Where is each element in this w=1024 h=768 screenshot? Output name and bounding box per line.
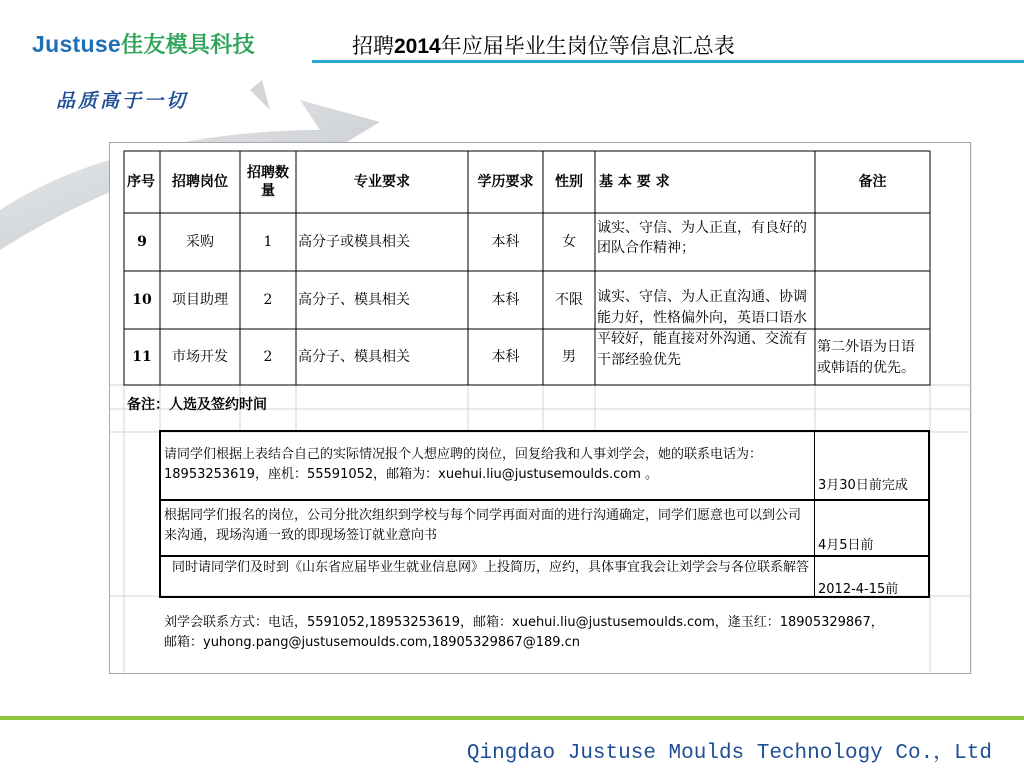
spreadsheet [109,142,971,674]
row-seq: 10 [132,292,152,308]
row-remarks [817,272,928,328]
footer-divider [0,716,1024,720]
row-gender: 不限 [555,292,583,308]
row-requirements: 诚实、守信、为人正直沟通、协调能力好，性格偏外向，英语口语水平较好，能直接对外沟通、交流有干部经验优先 [597,289,807,368]
schedule-item-deadline: 3月30日前完成 [818,478,908,493]
row-gender: 男 [562,349,576,365]
contact-info: 刘学会联系方式：电话，5591052,18953253619，邮箱：xuehui.liu@justusemoulds.com，逄玉红：18905329867，邮箱：yuhong.pang@justusemoulds.com,18905329867@189.cn [164,615,884,650]
note-title: 备注：人选及签约时间 [127,397,267,413]
col-header-requirements: 基 本 要 求 [599,174,670,190]
row-position: 项目助理 [172,292,228,308]
schedule-item-deadline: 2012-4-15前 [818,582,899,597]
col-header-seq: 序号 [127,174,155,190]
row-seq: 11 [132,349,152,365]
col-header-gender: 性别 [555,174,583,190]
schedule-item-text: 根据同学们报名的岗位，公司分批次组织到学校与每个同学再面对面的进行沟通确定，同学们愿意也可以到公司来沟通，现场沟通一致的即现场签订就业意向书 [164,508,802,543]
col-header-remarks: 备注 [858,174,887,190]
row-remarks [817,214,928,270]
row-remarks: 第二外语为日语或韩语的优先。 [817,339,915,376]
row-gender: 女 [562,234,576,250]
schedule-item-text: 请同学们根据上表结合自己的实际情况报个人想应聘的岗位，回复给我和人事刘学会，她的联系电话为：18953253619，座机：55591052，邮箱为：xuehui.liu@justusemoulds.com 。 [164,447,763,482]
row-education: 本科 [491,234,520,250]
row-seq: 9 [137,234,147,250]
col-header-major: 专业要求 [354,174,410,190]
row-count: 2 [263,292,273,308]
page-title: 招聘2014年应届毕业生岗位等信息汇总表 [352,34,735,58]
header-divider [312,60,1024,63]
row-position: 市场开发 [172,349,228,365]
slogan: 品质高于一切 [56,90,189,112]
schedule-item-deadline: 4月5日前 [818,538,874,553]
row-requirements: 诚实、守信、为人正直，有良好的团队合作精神； [597,220,807,256]
row-count: 1 [263,234,273,250]
schedule-item-text: 同时请同学们及时到《山东省应届毕业生就业信息网》上投简历，应约，具体事宜我会让刘学会与各位联系解答 [172,560,810,575]
row-major: 高分子、模具相关 [298,292,410,308]
row-education: 本科 [491,292,520,308]
row-count: 2 [263,349,273,365]
row-position: 采购 [186,234,214,250]
company-logo: Justuse佳友模具科技 [32,31,255,58]
row-major: 高分子、模具相关 [298,349,410,365]
col-header-position: 招聘岗位 [172,174,228,190]
company-name-footer: Qingdao Justuse Moulds Technology Co.，Ltd [466,742,992,765]
col-header-count: 招聘数量 [247,165,289,199]
col-header-education: 学历要求 [477,174,534,190]
row-major: 高分子或模具相关 [298,234,410,250]
row-education: 本科 [491,349,520,365]
